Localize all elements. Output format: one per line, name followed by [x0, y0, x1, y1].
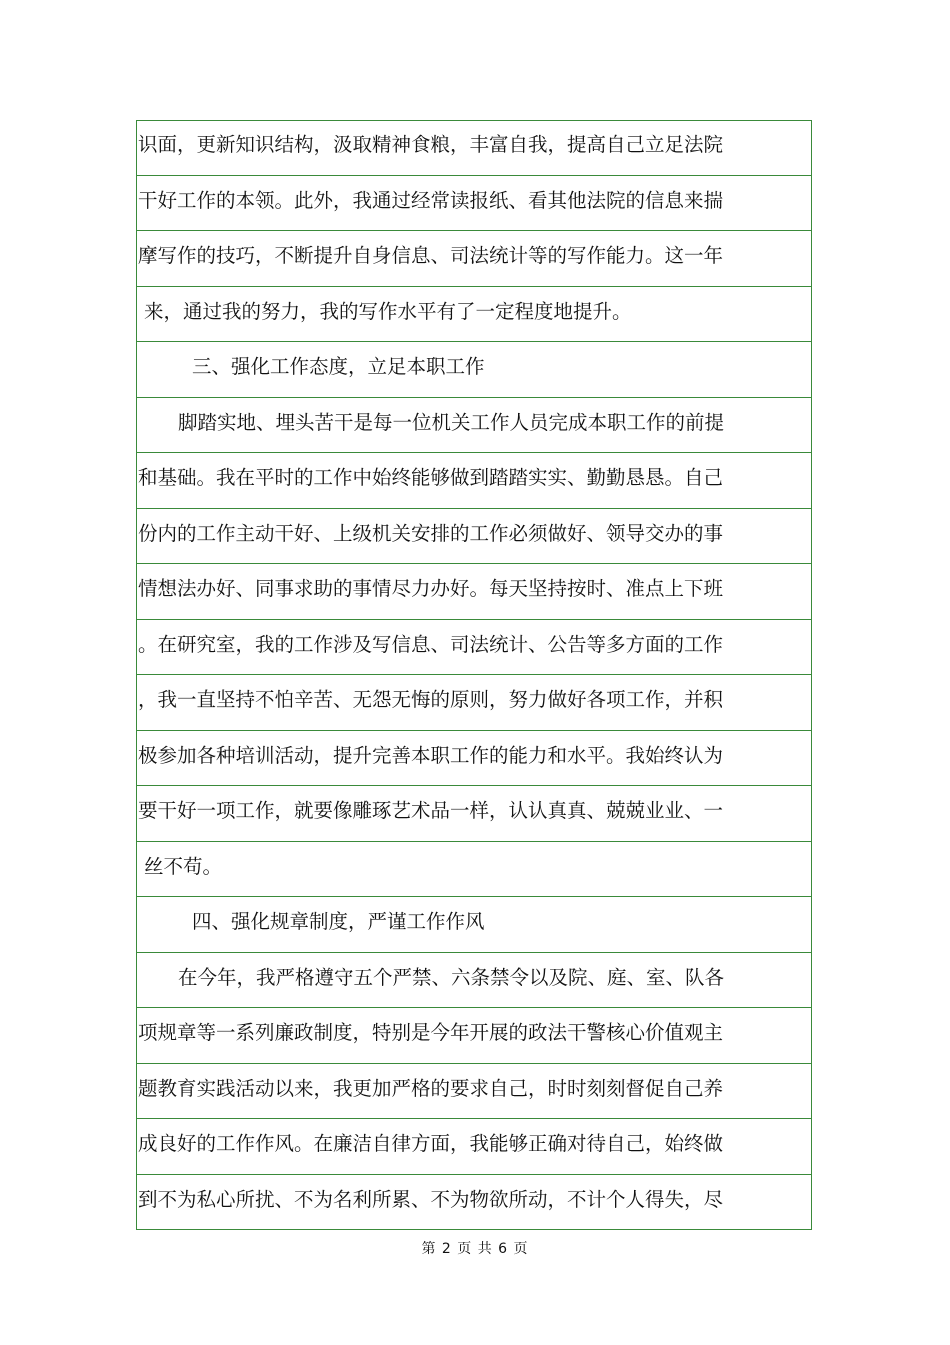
section-heading: 四、强化规章制度，严谨工作作风	[136, 897, 812, 953]
text-line: 识面，更新知识结构，汲取精神食粮，丰富自我，提高自己立足法院	[136, 120, 812, 176]
text-line: 题教育实践活动以来，我更加严格的要求自己，时时刻刻督促自己养	[136, 1064, 812, 1120]
text-line: 摩写作的技巧，不断提升自身信息、司法统计等的写作能力。这一年	[136, 231, 812, 287]
section-heading: 三、强化工作态度，立足本职工作	[136, 342, 812, 398]
text-line: 到不为私心所扰、不为名利所累、不为物欲所动，不计个人得失，尽	[138, 1187, 724, 1211]
text-line: 脚踏实地、埋头苦干是每一位机关工作人员完成本职工作的前提	[136, 398, 812, 454]
page-number: 第 2 页 共 6 页	[421, 1241, 529, 1257]
text-line: 和基础。我在平时的工作中始终能够做到踏踏实实、勤勤恳恳。自己	[136, 453, 812, 509]
text-line: 干好工作的本领。此外，我通过经常读报纸、看其他法院的信息来揣	[136, 176, 812, 232]
text-line: 来，通过我的努力，我的写作水平有了一定程度地提升。	[136, 287, 812, 343]
text-line: 项规章等一系列廉政制度，特别是今年开展的政法干警核心价值观主	[136, 1008, 812, 1064]
text-line: 在今年，我严格遵守五个严禁、六条禁令以及院、庭、室、队各	[136, 953, 812, 1009]
text-line: 要干好一项工作，就要像雕琢艺术品一样，认认真真、兢兢业业、一	[136, 786, 812, 842]
text-line: 成良好的工作作风。在廉洁自律方面，我能够正确对待自己，始终做	[136, 1119, 812, 1175]
text-line: 极参加各种培训活动，提升完善本职工作的能力和水平。我始终认为	[136, 731, 812, 787]
text-line: 丝不苟。	[136, 842, 812, 898]
text-line: 情想法办好、同事求助的事情尽力办好。每天坚持按时、准点上下班	[136, 564, 812, 620]
text-line: ，我一直坚持不怕辛苦、无怨无悔的原则，努力做好各项工作，并积	[136, 675, 812, 731]
text-line: 。在研究室，我的工作涉及写信息、司法统计、公告等多方面的工作	[136, 620, 812, 676]
text-line: 份内的工作主动干好、上级机关安排的工作必须做好、领导交办的事	[136, 509, 812, 565]
